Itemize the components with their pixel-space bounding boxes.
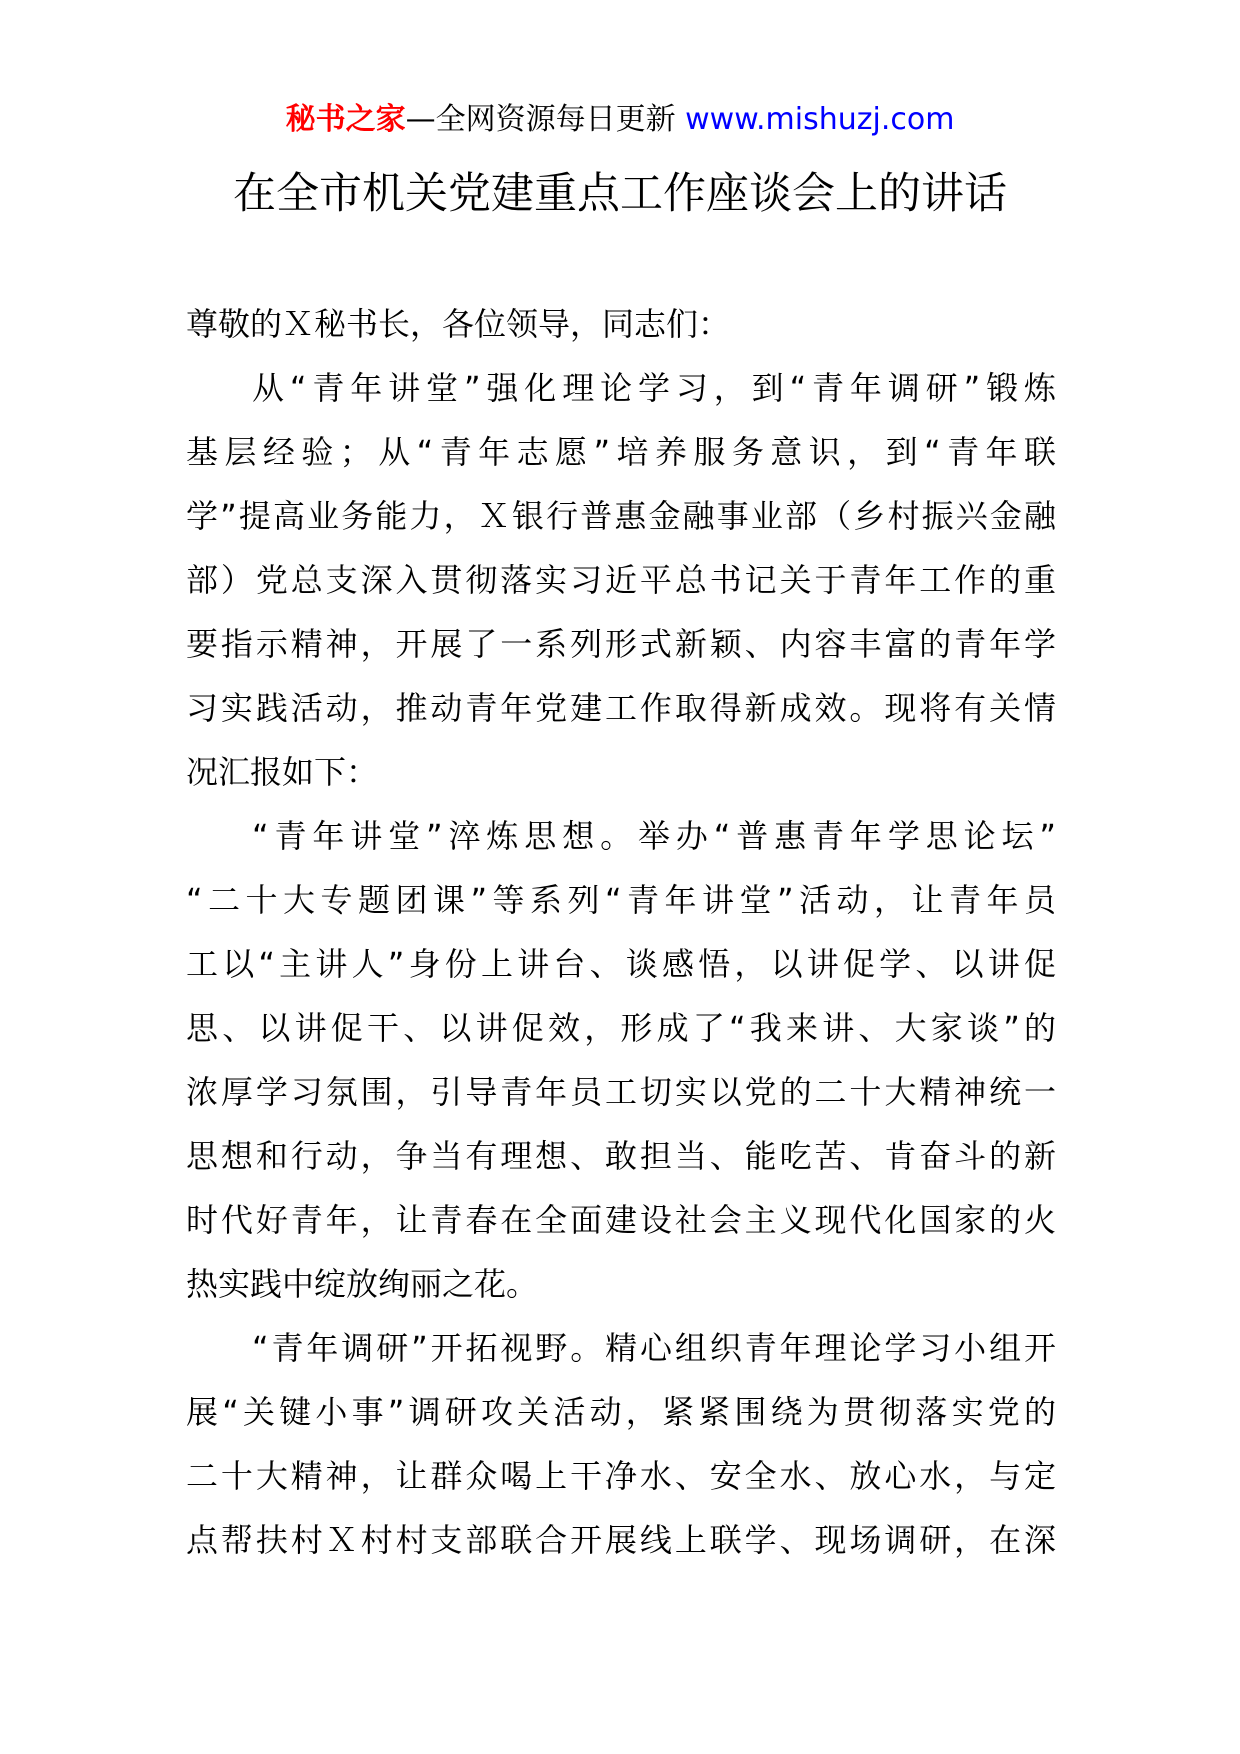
document-body bbox=[186, 292, 1056, 1572]
site-header bbox=[0, 100, 1240, 140]
paragraph-intro bbox=[186, 356, 1056, 804]
text-line: 思、以讲促干、以讲促效，形成了“我来讲、大家谈”的 bbox=[186, 1009, 1056, 1047]
header-tagline: —全网资源每日更新 bbox=[405, 102, 686, 137]
text-line: 况汇报如下： bbox=[186, 753, 379, 791]
text-line: 习实践活动，推动青年党建工作取得新成效。现将有关情 bbox=[186, 689, 1056, 727]
text-line: 工以“主讲人”身份上讲台、谈感悟，以讲促学、以讲促 bbox=[186, 945, 1056, 983]
text-line: 要指示精神，开展了一系列形式新颖、内容丰富的青年学 bbox=[186, 625, 1056, 663]
text-line: 学”提高业务能力，Ｘ银行普惠金融事业部（乡村振兴金融 bbox=[186, 497, 1056, 535]
greeting-line: 尊敬的Ｘ秘书长，各位领导，同志们： bbox=[186, 305, 731, 343]
text-line: 浓厚学习氛围，引导青年员工切实以党的二十大精神统一 bbox=[186, 1073, 1056, 1111]
text-line: 展“关键小事”调研攻关活动，紧紧围绕为贯彻落实党的 bbox=[186, 1393, 1056, 1431]
text-line: “青年讲堂”淬炼思想。举办“普惠青年学思论坛” bbox=[252, 817, 1056, 855]
text-line: 从“青年讲堂”强化理论学习，到“青年调研”锻炼 bbox=[252, 369, 1056, 407]
text-line: 思想和行动，争当有理想、敢担当、能吃苦、肯奋斗的新 bbox=[186, 1137, 1056, 1175]
text-line: 基层经验；从“青年志愿”培养服务意识，到“青年联 bbox=[186, 433, 1056, 471]
text-line: “青年调研”开拓视野。精心组织青年理论学习小组开 bbox=[252, 1329, 1056, 1367]
text-line: 时代好青年，让青春在全面建设社会主义现代化国家的火 bbox=[186, 1201, 1056, 1239]
text-line: 部）党总支深入贯彻落实习近平总书记关于青年工作的重 bbox=[186, 561, 1056, 599]
text-line: 点帮扶村Ｘ村村支部联合开展线上联学、现场调研，在深 bbox=[186, 1521, 1056, 1559]
text-line: “二十大专题团课”等系列“青年讲堂”活动，让青年员 bbox=[186, 881, 1056, 919]
text-line: 热实践中绽放绚丽之花。 bbox=[186, 1265, 539, 1303]
brand-name: 秘书之家 bbox=[285, 102, 406, 137]
document-title: 在全市机关党建重点工作座谈会上的讲话 bbox=[233, 169, 1007, 219]
paragraph-youth-lecture bbox=[186, 804, 1056, 1316]
site-url-link[interactable]: www.mishuzj.com bbox=[685, 102, 955, 137]
paragraph-youth-research bbox=[186, 1316, 1056, 1572]
text-line: 二十大精神，让群众喝上干净水、安全水、放心水，与定 bbox=[186, 1457, 1056, 1495]
